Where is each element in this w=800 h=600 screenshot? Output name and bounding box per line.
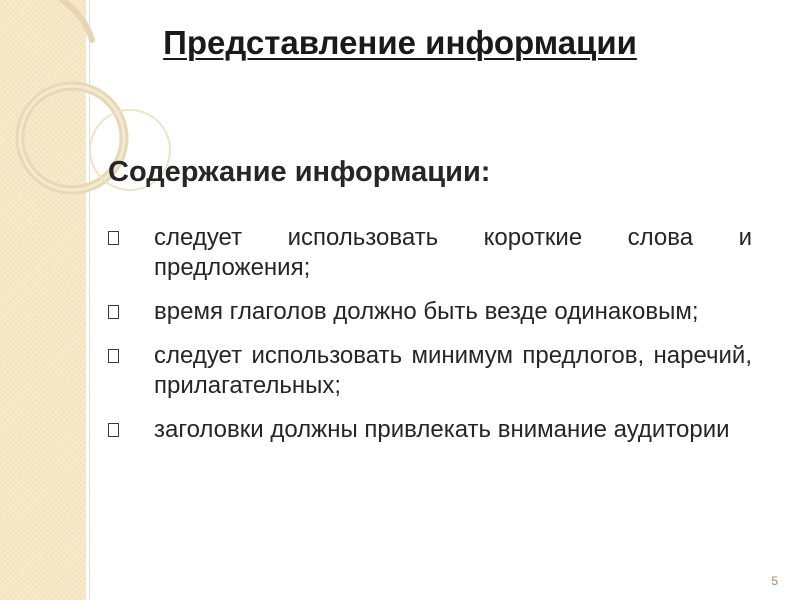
bullet-box-icon bbox=[108, 305, 119, 319]
bullet-item bbox=[108, 297, 752, 327]
side-band bbox=[0, 0, 86, 600]
bullet-item bbox=[108, 341, 752, 401]
bullet-item bbox=[108, 223, 752, 283]
bullet-box-icon bbox=[108, 349, 119, 363]
bullet-text: время глаголов должно быть везде одинаковым; bbox=[154, 298, 699, 325]
bullet-text: следует использовать минимум предлогов, наречий, прилагательных; bbox=[154, 342, 752, 399]
bullet-text: следует использовать короткие слова и предложения; bbox=[154, 224, 752, 281]
bullet-box-icon bbox=[108, 423, 119, 437]
bullet-item bbox=[108, 415, 752, 445]
page-number: 5 bbox=[771, 574, 778, 588]
bullet-text: заголовки должны привлекать внимание аудитории bbox=[154, 416, 730, 443]
side-divider bbox=[86, 0, 89, 600]
slide-title: Представление информации bbox=[163, 24, 637, 61]
bullet-box-icon bbox=[108, 231, 119, 245]
bullet-list bbox=[108, 223, 752, 459]
section-heading: Содержание информации: bbox=[108, 156, 491, 188]
